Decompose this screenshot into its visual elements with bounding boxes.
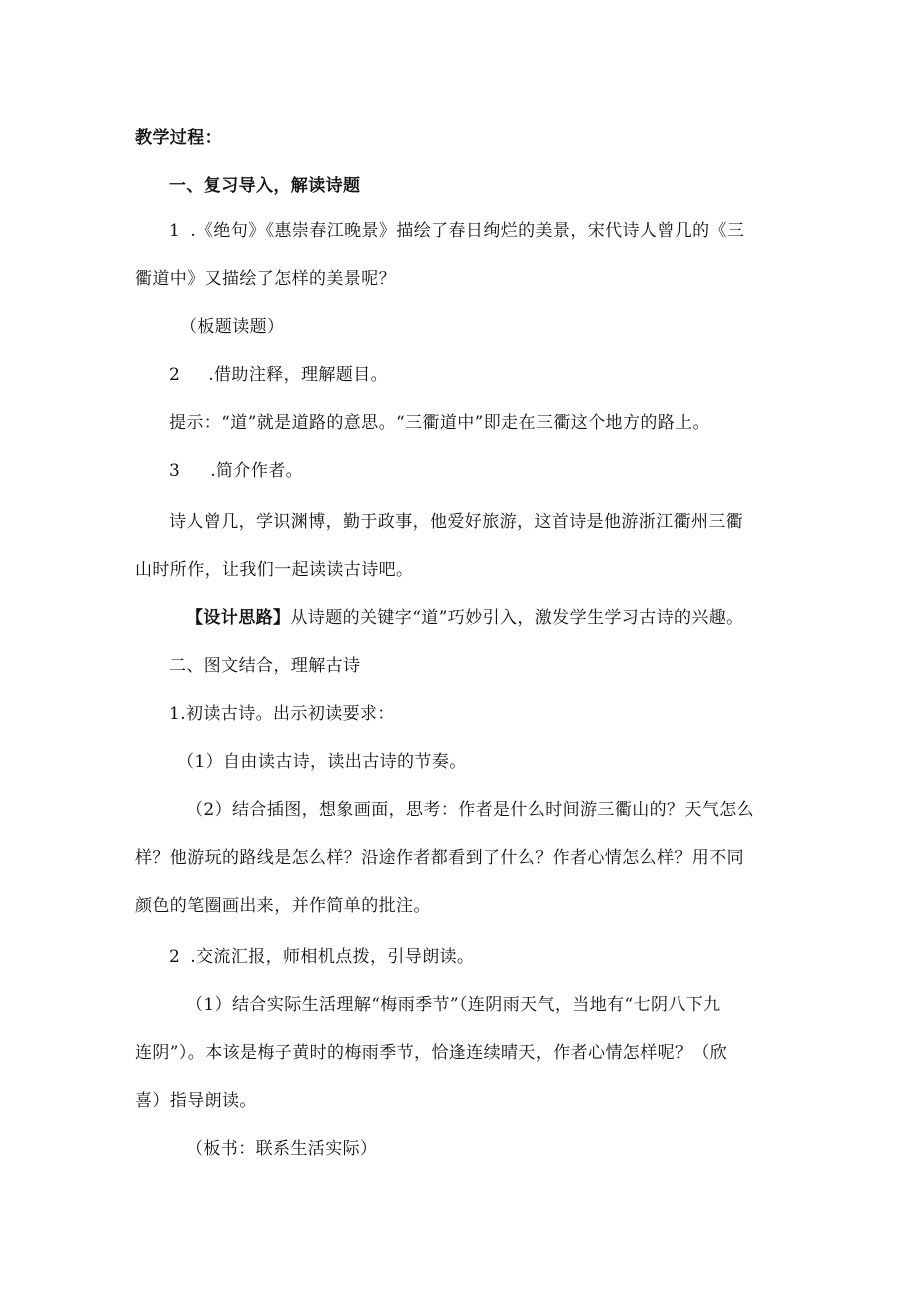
section-2-title: 二、图文结合，理解古诗 (169, 656, 361, 676)
sub-1-line-2: 连阴”）。本该是梅子黄时的梅雨季节，恰逢连续晴天，作者心情怎样呢？（欣 (135, 1043, 728, 1063)
item-2-number: 2 (169, 365, 181, 385)
requirement-2-line-2: 样？他游玩的路线是怎么样？沿途作者都看到了什么？作者心情怎么样？用不同 (135, 848, 744, 868)
item-3 (169, 460, 303, 482)
step-2 (169, 946, 474, 968)
board-reading-note: （板题读题） (180, 317, 285, 337)
design-idea-text: 从诗题的关键字“道”巧妙引入，激发学生学习古诗的兴趣。 (290, 608, 744, 628)
step-2-text: .交流汇报，师相机点拨，引导朗读。 (190, 947, 475, 967)
author-intro-line-1: 诗人曾几，学识渊博，勤于政事，他爱好旅游，这首诗是他游浙江衢州三衢 (169, 512, 744, 532)
item-2-text: .借助注释，理解题目。 (208, 365, 389, 385)
lesson-process-heading: 教学过程： (135, 128, 222, 148)
item-3-number: 3 (169, 461, 181, 481)
item-1-text: .《绝句》《惠崇春江晚景》描绘了春日绚烂的美景，宋代诗人曾几的《三 (190, 221, 745, 241)
item-1-line-2: 衢道中》又描绘了怎样的美景呢？ (135, 269, 396, 289)
requirement-2-line-1: （2）结合插图，想象画面，思考：作者是什么时间游三衢山的？天气怎么 (186, 800, 755, 820)
author-intro-line-2: 山时所作，让我们一起读读古诗吧。 (135, 560, 414, 580)
design-idea-label: 【设计思路】 (186, 608, 291, 628)
sub-1-line-1: （1）结合实际生活理解“梅雨季节”（连阴雨天气，当地有“七阴八下九 (186, 995, 721, 1015)
step-2-number: 2 (169, 947, 181, 967)
hint-line: 提示：“道”就是道路的意思。“三衢道中”即走在三衢这个地方的路上。 (169, 413, 710, 433)
step-1: 1.初读古诗。出示初读要求： (169, 704, 395, 724)
sub-1-line-3: 喜）指导朗读。 (135, 1091, 257, 1111)
requirement-1: （1）自由读古诗，读出古诗的节奏。 (177, 752, 467, 772)
board-note: （板书：联系生活实际） (186, 1139, 378, 1159)
item-3-text: .简介作者。 (210, 461, 304, 481)
item-1-number: 1 (169, 221, 181, 241)
item-2 (169, 364, 388, 386)
section-1-title: 一、复习导入，解读诗题 (169, 176, 361, 196)
item-1-line-1 (169, 220, 744, 242)
requirement-2-line-3: 颜色的笔圈画出来，并作简单的批注。 (135, 896, 431, 916)
design-idea (186, 607, 744, 629)
